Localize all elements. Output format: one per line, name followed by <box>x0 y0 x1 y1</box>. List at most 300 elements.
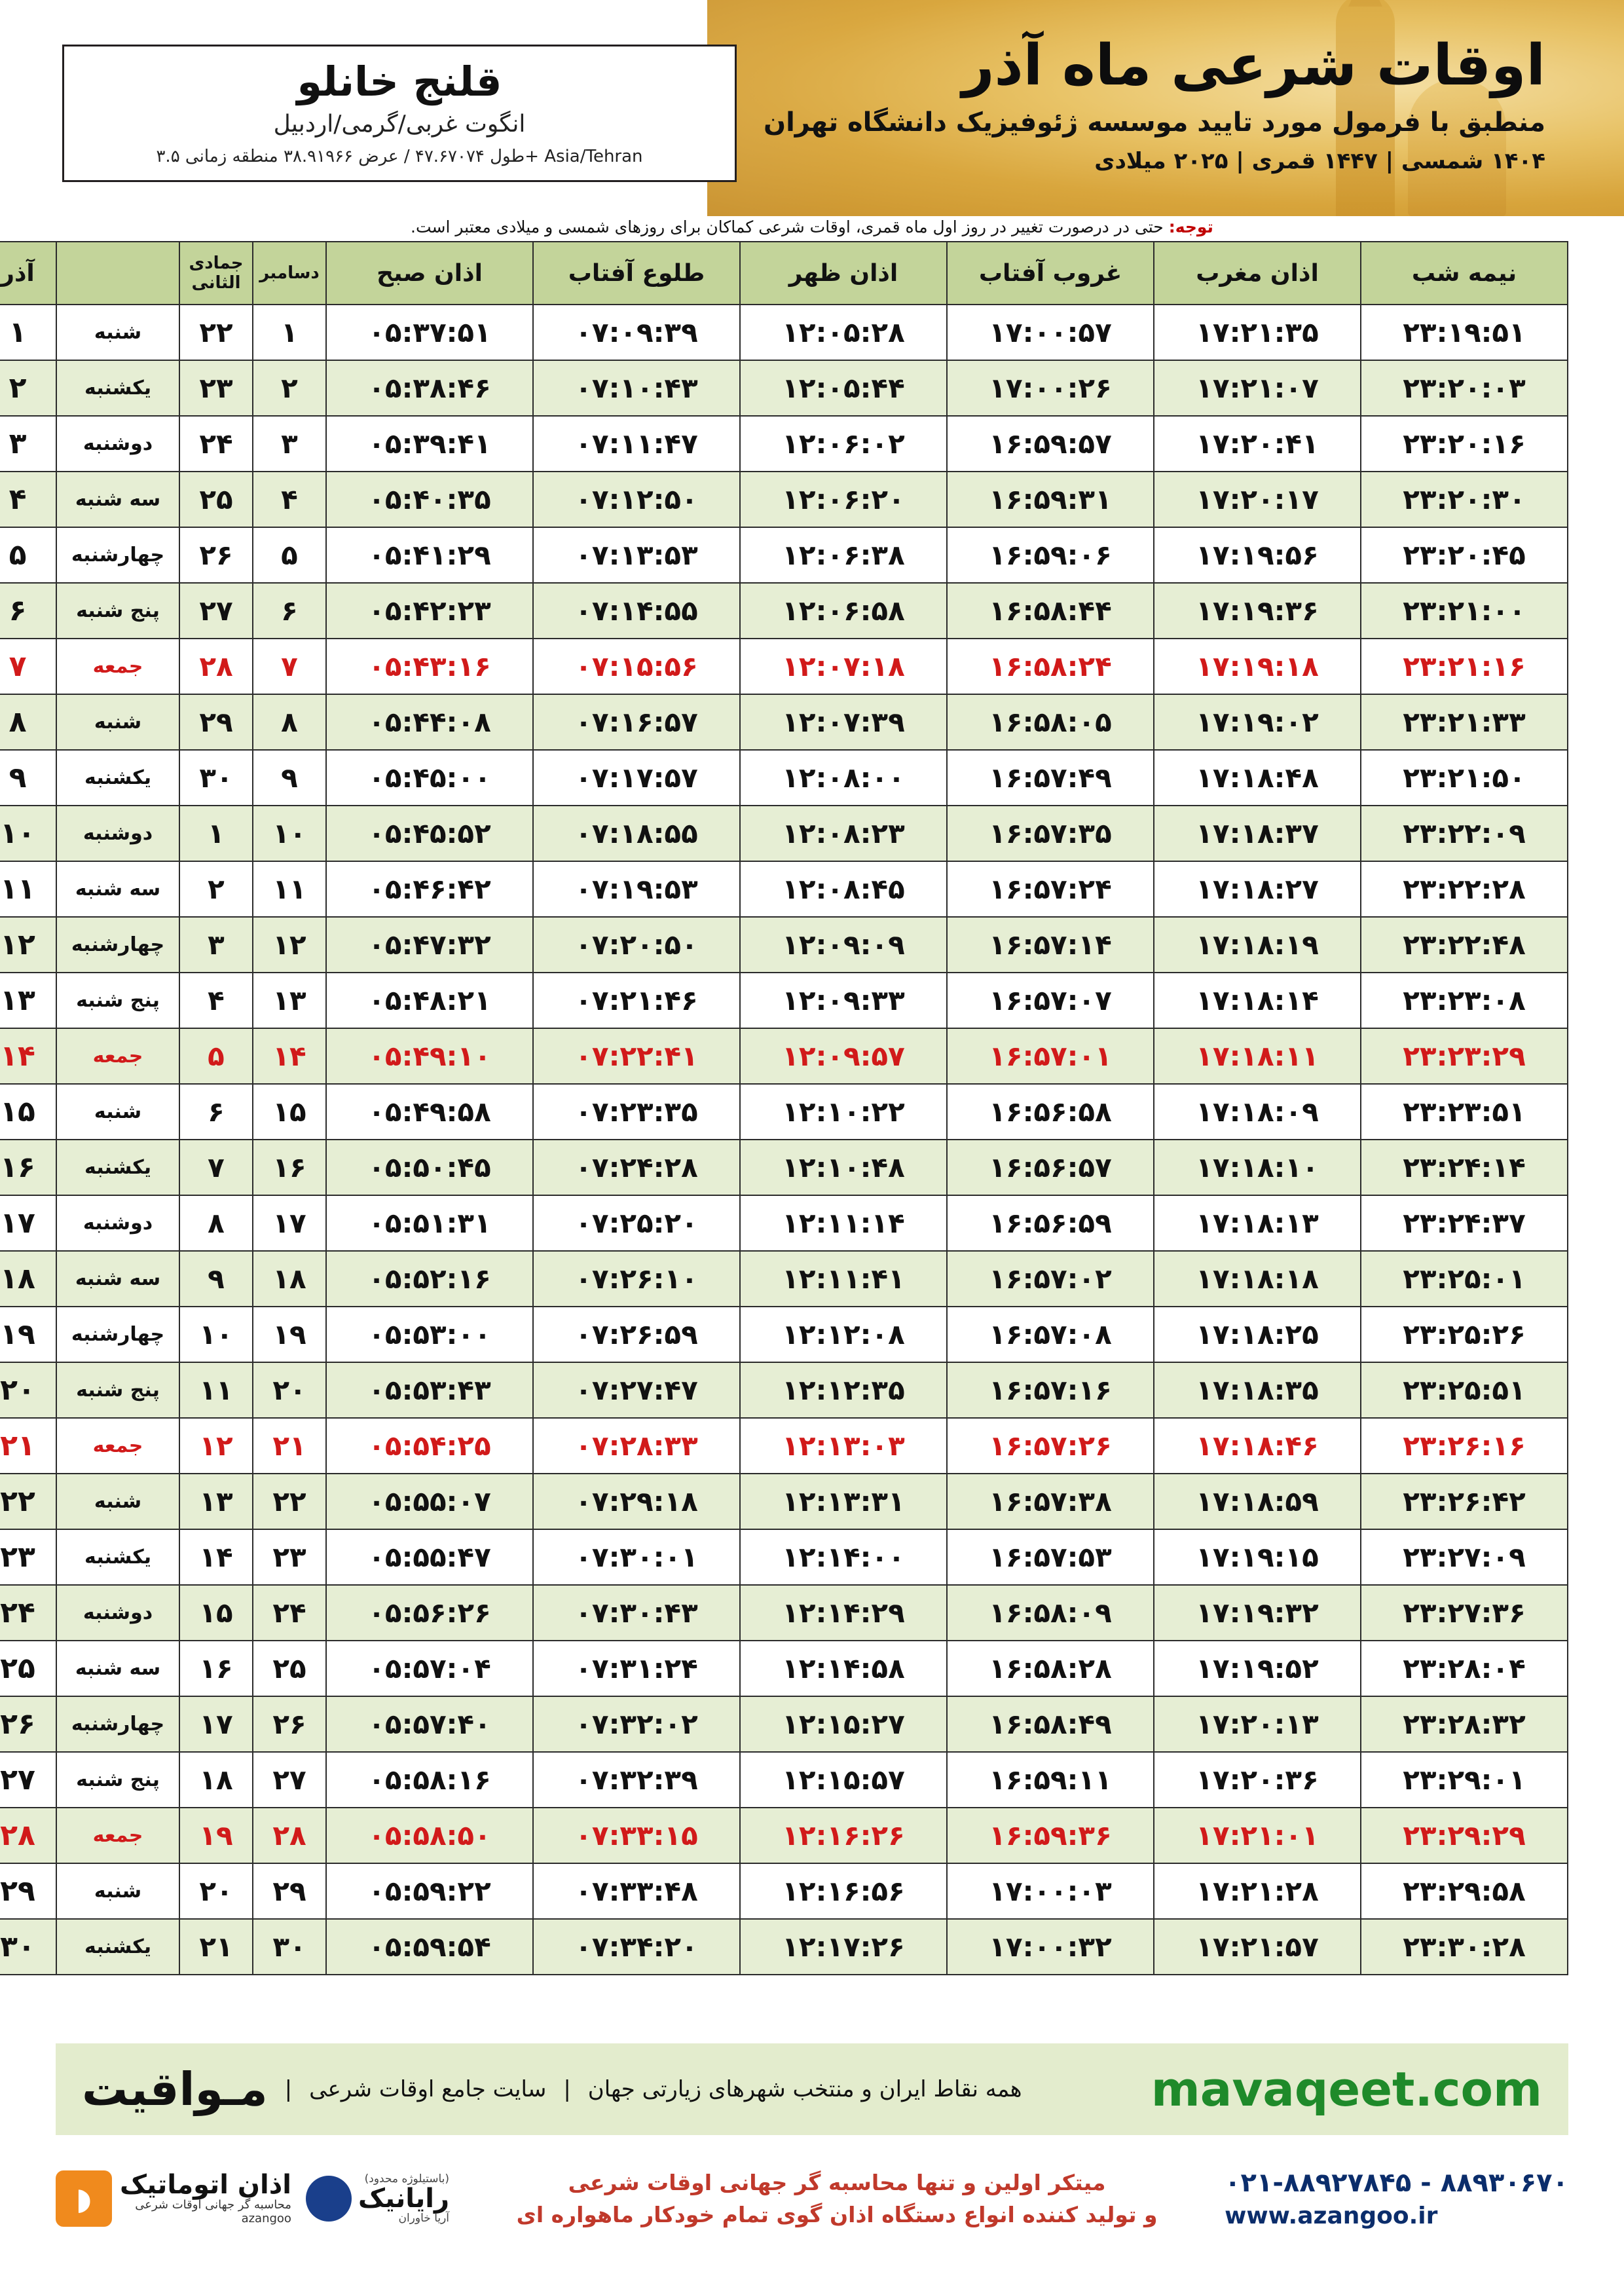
table-row <box>0 1418 1568 1474</box>
midnight-cell: ۲۳:۲۰:۱۶ <box>1361 416 1568 472</box>
maghrib-cell: ۱۷:۱۹:۱۵ <box>1154 1529 1361 1585</box>
azangoo-badge: azangoo <box>241 2212 291 2225</box>
col-fajr: اذان صبح <box>326 242 533 305</box>
col-hijri-november: جمادی الثانی <box>179 242 253 305</box>
calendar-years: ۱۴۰۴ شمسی | ۱۴۴۷ قمری | ۲۰۲۵ میلادی <box>1094 148 1545 174</box>
title-block <box>720 33 1545 174</box>
gregorian-cell: ۱۶ <box>179 1641 253 1696</box>
maghrib-cell: ۱۷:۲۰:۴۱ <box>1154 416 1361 472</box>
weekday-cell: پنج شنبه <box>56 583 179 639</box>
day-index-cell: ۵ <box>0 527 56 583</box>
sunset-cell: ۱۶:۵۹:۰۶ <box>947 527 1154 583</box>
sunset-cell: ۱۶:۵۷:۰۷ <box>947 973 1154 1028</box>
sunrise-cell: ۰۷:۲۹:۱۸ <box>533 1474 740 1529</box>
hijri-cell: ۲۲ <box>253 1474 326 1529</box>
fajr-cell: ۰۵:۴۳:۱۶ <box>326 639 533 694</box>
fajr-cell: ۰۵:۴۱:۲۹ <box>326 527 533 583</box>
maghrib-cell: ۱۷:۲۰:۱۷ <box>1154 472 1361 527</box>
hijri-cell: ۲۳ <box>253 1529 326 1585</box>
table-row <box>0 1585 1568 1641</box>
footer-azangoo-site[interactable]: www.azangoo.ir <box>1225 2202 1438 2229</box>
sunrise-cell: ۰۷:۲۷:۴۷ <box>533 1362 740 1418</box>
table-row <box>0 1307 1568 1362</box>
table-row <box>0 1696 1568 1752</box>
sunset-cell: ۱۶:۵۷:۱۴ <box>947 917 1154 973</box>
midnight-cell: ۲۳:۲۳:۵۱ <box>1361 1084 1568 1140</box>
day-index-cell: ۲ <box>0 360 56 416</box>
weekday-cell: دوشنبه <box>56 1195 179 1251</box>
sunset-cell: ۱۶:۵۷:۳۵ <box>947 806 1154 861</box>
hijri-cell: ۲ <box>253 360 326 416</box>
col-noon: اذان ظهر <box>740 242 947 305</box>
midnight-cell: ۲۳:۲۱:۱۶ <box>1361 639 1568 694</box>
maghrib-cell: ۱۷:۱۸:۴۶ <box>1154 1418 1361 1474</box>
day-index-cell: ۲۲ <box>0 1474 56 1529</box>
gregorian-cell: ۱۳ <box>179 1474 253 1529</box>
maghrib-cell: ۱۷:۱۸:۱۴ <box>1154 973 1361 1028</box>
day-index-cell: ۲۸ <box>0 1808 56 1863</box>
sunrise-cell: ۰۷:۱۱:۴۷ <box>533 416 740 472</box>
sunrise-cell: ۰۷:۱۶:۵۷ <box>533 694 740 750</box>
fajr-cell: ۰۵:۵۴:۲۵ <box>326 1418 533 1474</box>
rayanik-small: (باستیلوژه محدود) <box>364 2172 450 2186</box>
gregorian-cell: ۳۰ <box>179 750 253 806</box>
fajr-cell: ۰۵:۵۵:۴۷ <box>326 1529 533 1585</box>
midnight-cell: ۲۳:۲۴:۳۷ <box>1361 1195 1568 1251</box>
table-row <box>0 1863 1568 1919</box>
fajr-cell: ۰۵:۳۹:۴۱ <box>326 416 533 472</box>
hijri-cell: ۲۹ <box>253 1863 326 1919</box>
weekday-cell: شنبه <box>56 694 179 750</box>
sunrise-cell: ۰۷:۲۱:۴۶ <box>533 973 740 1028</box>
hijri-cell: ۴ <box>253 472 326 527</box>
footer-brand-sep2: | <box>284 2076 293 2102</box>
table-row <box>0 1529 1568 1585</box>
gregorian-cell: ۲۶ <box>179 527 253 583</box>
hijri-cell: ۱۸ <box>253 1251 326 1307</box>
note-text: حتی در درصورت تغییر در روز اول ماه قمری، اوقات شرعی کماکان برای روزهای شمسی و میلادی معتبر است. <box>411 217 1164 236</box>
sunset-cell: ۱۶:۵۶:۵۸ <box>947 1084 1154 1140</box>
maghrib-cell: ۱۷:۱۸:۴۸ <box>1154 750 1361 806</box>
weekday-cell: یکشنبه <box>56 750 179 806</box>
day-index-cell: ۱۰ <box>0 806 56 861</box>
fajr-cell: ۰۵:۴۵:۰۰ <box>326 750 533 806</box>
midnight-cell: ۲۳:۲۶:۱۶ <box>1361 1418 1568 1474</box>
gregorian-cell: ۲۳ <box>179 360 253 416</box>
sunrise-cell: ۰۷:۳۴:۲۰ <box>533 1919 740 1975</box>
maghrib-cell: ۱۷:۱۸:۳۵ <box>1154 1362 1361 1418</box>
gregorian-cell: ۱۴ <box>179 1529 253 1585</box>
day-index-cell: ۱۹ <box>0 1307 56 1362</box>
hijri-cell: ۳ <box>253 416 326 472</box>
gregorian-cell: ۷ <box>179 1140 253 1195</box>
weekday-cell: پنج شنبه <box>56 973 179 1028</box>
page-subtitle: منطبق با فرمول مورد تایید موسسه ژئوفیزیک دانشگاه تهران <box>763 107 1545 138</box>
day-index-cell: ۴ <box>0 472 56 527</box>
noon-cell: ۱۲:۰۶:۳۸ <box>740 527 947 583</box>
day-index-cell: ۳۰ <box>0 1919 56 1975</box>
fajr-cell: ۰۵:۴۸:۲۱ <box>326 973 533 1028</box>
table-row <box>0 472 1568 527</box>
hijri-cell: ۲۵ <box>253 1641 326 1696</box>
midnight-cell: ۲۳:۲۵:۵۱ <box>1361 1362 1568 1418</box>
fajr-cell: ۰۵:۵۲:۱۶ <box>326 1251 533 1307</box>
table-row <box>0 416 1568 472</box>
day-index-cell: ۲۴ <box>0 1585 56 1641</box>
weekday-cell: شنبه <box>56 305 179 360</box>
gregorian-cell: ۲۰ <box>179 1863 253 1919</box>
noon-cell: ۱۲:۰۹:۳۳ <box>740 973 947 1028</box>
weekday-cell: سه شنبه <box>56 1251 179 1307</box>
sunrise-cell: ۰۷:۲۸:۳۳ <box>533 1418 740 1474</box>
day-index-cell: ۱۴ <box>0 1028 56 1084</box>
weekday-cell: جمعه <box>56 1418 179 1474</box>
midnight-cell: ۲۳:۲۲:۲۸ <box>1361 861 1568 917</box>
weekday-cell: سه شنبه <box>56 861 179 917</box>
hijri-cell: ۳۰ <box>253 1919 326 1975</box>
col-sunrise: طلوع آفتاب <box>533 242 740 305</box>
gregorian-cell: ۹ <box>179 1251 253 1307</box>
noon-cell: ۱۲:۱۳:۳۱ <box>740 1474 947 1529</box>
noon-cell: ۱۲:۱۶:۵۶ <box>740 1863 947 1919</box>
sunrise-cell: ۰۷:۱۳:۵۳ <box>533 527 740 583</box>
noon-cell: ۱۲:۱۰:۲۲ <box>740 1084 947 1140</box>
gregorian-cell: ۱۰ <box>179 1307 253 1362</box>
noon-cell: ۱۲:۱۳:۰۳ <box>740 1418 947 1474</box>
midnight-cell: ۲۳:۳۰:۲۸ <box>1361 1919 1568 1975</box>
fajr-cell: ۰۵:۳۸:۴۶ <box>326 360 533 416</box>
day-index-cell: ۱ <box>0 305 56 360</box>
speaker-icon: ◗ <box>56 2170 112 2227</box>
fajr-cell: ۰۵:۴۲:۲۳ <box>326 583 533 639</box>
weekday-cell: چهارشنبه <box>56 917 179 973</box>
footer-brand-desc2: همه نقاط ایران و منتخب شهرهای زیارتی جهان <box>587 2076 1022 2102</box>
sunrise-cell: ۰۷:۱۵:۵۶ <box>533 639 740 694</box>
col-midnight: نیمه شب <box>1361 242 1568 305</box>
weekday-cell: شنبه <box>56 1863 179 1919</box>
gregorian-cell: ۲۸ <box>179 639 253 694</box>
maghrib-cell: ۱۷:۱۸:۲۵ <box>1154 1307 1361 1362</box>
noon-cell: ۱۲:۱۲:۰۸ <box>740 1307 947 1362</box>
footer-brand-sep: | <box>563 2076 571 2102</box>
azangoo-sub: محاسبه گر جهانی اوقات شرعی <box>135 2198 291 2212</box>
maghrib-cell: ۱۷:۲۱:۰۱ <box>1154 1808 1361 1863</box>
hijri-cell: ۱۲ <box>253 917 326 973</box>
maghrib-cell: ۱۷:۲۱:۰۷ <box>1154 360 1361 416</box>
midnight-cell: ۲۳:۲۰:۳۰ <box>1361 472 1568 527</box>
note-line <box>0 217 1624 236</box>
midnight-cell: ۲۳:۲۲:۴۸ <box>1361 917 1568 973</box>
table-row <box>0 1084 1568 1140</box>
noon-cell: ۱۲:۱۵:۲۷ <box>740 1696 947 1752</box>
table-row <box>0 305 1568 360</box>
hijri-cell: ۲۷ <box>253 1752 326 1808</box>
noon-cell: ۱۲:۱۱:۱۴ <box>740 1195 947 1251</box>
sunrise-cell: ۰۷:۳۲:۳۹ <box>533 1752 740 1808</box>
sunset-cell: ۱۶:۵۷:۳۸ <box>947 1474 1154 1529</box>
noon-cell: ۱۲:۰۹:۰۹ <box>740 917 947 973</box>
fajr-cell: ۰۵:۴۹:۱۰ <box>326 1028 533 1084</box>
prayer-times-table <box>0 241 1568 1975</box>
table-row <box>0 917 1568 973</box>
col-weekday <box>56 242 179 305</box>
sunrise-cell: ۰۷:۲۲:۴۱ <box>533 1028 740 1084</box>
sunrise-cell: ۰۷:۳۲:۰۲ <box>533 1696 740 1752</box>
day-index-cell: ۱۳ <box>0 973 56 1028</box>
fajr-cell: ۰۵:۵۷:۴۰ <box>326 1696 533 1752</box>
noon-cell: ۱۲:۱۴:۲۹ <box>740 1585 947 1641</box>
table-row <box>0 1195 1568 1251</box>
midnight-cell: ۲۳:۲۷:۳۶ <box>1361 1585 1568 1641</box>
weekday-cell: چهارشنبه <box>56 527 179 583</box>
hijri-cell: ۲۰ <box>253 1362 326 1418</box>
gregorian-cell: ۴ <box>179 973 253 1028</box>
weekday-cell: چهارشنبه <box>56 1696 179 1752</box>
noon-cell: ۱۲:۰۶:۵۸ <box>740 583 947 639</box>
midnight-cell: ۲۳:۲۷:۰۹ <box>1361 1529 1568 1585</box>
midnight-cell: ۲۳:۲۸:۳۲ <box>1361 1696 1568 1752</box>
location-region: انگوت غربی/گرمی/اردبیل <box>273 111 526 138</box>
gregorian-cell: ۵ <box>179 1028 253 1084</box>
gregorian-cell: ۲۵ <box>179 472 253 527</box>
sunset-cell: ۱۷:۰۰:۰۳ <box>947 1863 1154 1919</box>
maghrib-cell: ۱۷:۱۹:۳۲ <box>1154 1585 1361 1641</box>
hijri-cell: ۸ <box>253 694 326 750</box>
noon-cell: ۱۲:۰۷:۱۸ <box>740 639 947 694</box>
sunset-cell: ۱۶:۵۷:۴۹ <box>947 750 1154 806</box>
noon-cell: ۱۲:۰۵:۴۴ <box>740 360 947 416</box>
hijri-cell: ۲۶ <box>253 1696 326 1752</box>
noon-cell: ۱۲:۰۸:۰۰ <box>740 750 947 806</box>
table-row <box>0 973 1568 1028</box>
day-index-cell: ۲۳ <box>0 1529 56 1585</box>
weekday-cell: سه شنبه <box>56 1641 179 1696</box>
sunset-cell: ۱۶:۵۷:۰۱ <box>947 1028 1154 1084</box>
table-row <box>0 1641 1568 1696</box>
hijri-cell: ۱۱ <box>253 861 326 917</box>
midnight-cell: ۲۳:۲۶:۴۲ <box>1361 1474 1568 1529</box>
midnight-cell: ۲۳:۲۰:۴۵ <box>1361 527 1568 583</box>
weekday-cell: یکشنبه <box>56 360 179 416</box>
sunrise-cell: ۰۷:۱۲:۵۰ <box>533 472 740 527</box>
hijri-cell: ۱۴ <box>253 1028 326 1084</box>
table-row <box>0 583 1568 639</box>
gregorian-cell: ۱۲ <box>179 1418 253 1474</box>
sunrise-cell: ۰۷:۲۰:۵۰ <box>533 917 740 973</box>
noon-cell: ۱۲:۰۸:۲۳ <box>740 806 947 861</box>
footer-website[interactable]: mavaqeet.com <box>1151 2062 1542 2117</box>
weekday-cell: دوشنبه <box>56 806 179 861</box>
weekday-cell: جمعه <box>56 639 179 694</box>
sunrise-cell: ۰۷:۲۶:۵۹ <box>533 1307 740 1362</box>
hijri-cell: ۲۸ <box>253 1808 326 1863</box>
fajr-cell: ۰۵:۴۰:۳۵ <box>326 472 533 527</box>
fajr-cell: ۰۵:۵۰:۴۵ <box>326 1140 533 1195</box>
weekday-cell: سه شنبه <box>56 472 179 527</box>
day-index-cell: ۲۰ <box>0 1362 56 1418</box>
page-title: اوقات شرعی ماه آذر <box>961 33 1545 98</box>
day-index-cell: ۱۲ <box>0 917 56 973</box>
footer-tagline-line2: و تولید کننده انواع دستگاه اذان گوی تمام خودکار ماهواره ای <box>516 2202 1158 2227</box>
hijri-cell: ۱۳ <box>253 973 326 1028</box>
hijri-cell: ۱ <box>253 305 326 360</box>
hijri-cell: ۱۵ <box>253 1084 326 1140</box>
col-december: دسامبر <box>253 242 326 305</box>
sunset-cell: ۱۶:۵۷:۰۲ <box>947 1251 1154 1307</box>
col-maghrib: اذان مغرب <box>1154 242 1361 305</box>
rayanik-logo <box>306 2172 449 2225</box>
maghrib-cell: ۱۷:۲۱:۲۸ <box>1154 1863 1361 1919</box>
gregorian-cell: ۸ <box>179 1195 253 1251</box>
table-row <box>0 639 1568 694</box>
weekday-cell: شنبه <box>56 1474 179 1529</box>
noon-cell: ۱۲:۱۶:۲۶ <box>740 1808 947 1863</box>
footer-brand-name: مـواقیت <box>82 2062 268 2116</box>
sunset-cell: ۱۶:۵۶:۵۷ <box>947 1140 1154 1195</box>
fajr-cell: ۰۵:۴۴:۰۸ <box>326 694 533 750</box>
midnight-cell: ۲۳:۲۱:۰۰ <box>1361 583 1568 639</box>
sunset-cell: ۱۶:۵۶:۵۹ <box>947 1195 1154 1251</box>
maghrib-cell: ۱۷:۱۹:۱۸ <box>1154 639 1361 694</box>
table-row <box>0 1919 1568 1975</box>
gregorian-cell: ۲۹ <box>179 694 253 750</box>
table-header <box>0 242 1568 305</box>
noon-cell: ۱۲:۰۹:۵۷ <box>740 1028 947 1084</box>
noon-cell: ۱۲:۱۷:۲۶ <box>740 1919 947 1975</box>
location-city: قلنج خانلو <box>297 57 502 105</box>
maghrib-cell: ۱۷:۱۸:۵۹ <box>1154 1474 1361 1529</box>
sunset-cell: ۱۶:۵۷:۵۳ <box>947 1529 1154 1585</box>
hijri-cell: ۷ <box>253 639 326 694</box>
gregorian-cell: ۳ <box>179 917 253 973</box>
midnight-cell: ۲۳:۲۹:۲۹ <box>1361 1808 1568 1863</box>
fajr-cell: ۰۵:۴۷:۳۲ <box>326 917 533 973</box>
noon-cell: ۱۲:۱۲:۳۵ <box>740 1362 947 1418</box>
gregorian-cell: ۲۴ <box>179 416 253 472</box>
fajr-cell: ۰۵:۳۷:۵۱ <box>326 305 533 360</box>
rayanik-mark-icon <box>306 2176 352 2222</box>
sunrise-cell: ۰۷:۱۷:۵۷ <box>533 750 740 806</box>
footer-tagline-line1: میتکر اولین و تنها محاسبه گر جهانی اوقات شرعی <box>568 2169 1106 2195</box>
day-index-cell: ۲۷ <box>0 1752 56 1808</box>
weekday-cell: شنبه <box>56 1084 179 1140</box>
day-index-cell: ۱۶ <box>0 1140 56 1195</box>
gregorian-cell: ۶ <box>179 1084 253 1140</box>
fajr-cell: ۰۵:۵۹:۵۴ <box>326 1919 533 1975</box>
sunset-cell: ۱۶:۵۸:۰۹ <box>947 1585 1154 1641</box>
footer-contact <box>1225 2165 1568 2233</box>
footer-bottom <box>56 2149 1568 2248</box>
table-row <box>0 1028 1568 1084</box>
footer-logos <box>56 2170 449 2227</box>
weekday-cell: دوشنبه <box>56 416 179 472</box>
hijri-cell: ۹ <box>253 750 326 806</box>
maghrib-cell: ۱۷:۱۸:۱۳ <box>1154 1195 1361 1251</box>
maghrib-cell: ۱۷:۲۱:۵۷ <box>1154 1919 1361 1975</box>
sunrise-cell: ۰۷:۲۴:۲۸ <box>533 1140 740 1195</box>
sunrise-cell: ۰۷:۲۶:۱۰ <box>533 1251 740 1307</box>
hijri-cell: ۶ <box>253 583 326 639</box>
maghrib-cell: ۱۷:۱۸:۰۹ <box>1154 1084 1361 1140</box>
gregorian-cell: ۱۷ <box>179 1696 253 1752</box>
maghrib-cell: ۱۷:۲۰:۳۶ <box>1154 1752 1361 1808</box>
sunset-cell: ۱۶:۵۹:۱۱ <box>947 1752 1154 1808</box>
weekday-cell: جمعه <box>56 1808 179 1863</box>
sunrise-cell: ۰۷:۳۱:۲۴ <box>533 1641 740 1696</box>
sunset-cell: ۱۶:۵۸:۴۹ <box>947 1696 1154 1752</box>
table-row <box>0 1362 1568 1418</box>
footer-brand-desc: سایت جامع اوقات شرعی <box>309 2076 547 2102</box>
gregorian-cell: ۱ <box>179 806 253 861</box>
sunrise-cell: ۰۷:۲۳:۳۵ <box>533 1084 740 1140</box>
noon-cell: ۱۲:۱۰:۴۸ <box>740 1140 947 1195</box>
noon-cell: ۱۲:۰۶:۰۲ <box>740 416 947 472</box>
maghrib-cell: ۱۷:۱۸:۱۹ <box>1154 917 1361 973</box>
day-index-cell: ۱۵ <box>0 1084 56 1140</box>
rayanik-name: رایانیک <box>358 2184 450 2214</box>
fajr-cell: ۰۵:۵۷:۰۴ <box>326 1641 533 1696</box>
sunset-cell: ۱۶:۵۷:۲۴ <box>947 861 1154 917</box>
midnight-cell: ۲۳:۲۵:۰۱ <box>1361 1251 1568 1307</box>
midnight-cell: ۲۳:۲۸:۰۴ <box>1361 1641 1568 1696</box>
fajr-cell: ۰۵:۵۵:۰۷ <box>326 1474 533 1529</box>
hijri-cell: ۲۴ <box>253 1585 326 1641</box>
midnight-cell: ۲۳:۲۵:۲۶ <box>1361 1307 1568 1362</box>
azangoo-name: اذان اتوماتیک <box>120 2170 291 2200</box>
hijri-cell: ۱۷ <box>253 1195 326 1251</box>
sunset-cell: ۱۶:۵۹:۳۱ <box>947 472 1154 527</box>
note-label: توجه: <box>1168 217 1213 236</box>
noon-cell: ۱۲:۰۸:۴۵ <box>740 861 947 917</box>
noon-cell: ۱۲:۰۵:۲۸ <box>740 305 947 360</box>
gregorian-cell: ۲۱ <box>179 1919 253 1975</box>
maghrib-cell: ۱۷:۱۸:۲۷ <box>1154 861 1361 917</box>
midnight-cell: ۲۳:۲۹:۵۸ <box>1361 1863 1568 1919</box>
midnight-cell: ۲۳:۱۹:۵۱ <box>1361 305 1568 360</box>
gregorian-cell: ۱۱ <box>179 1362 253 1418</box>
maghrib-cell: ۱۷:۲۰:۱۳ <box>1154 1696 1361 1752</box>
maghrib-cell: ۱۷:۱۹:۳۶ <box>1154 583 1361 639</box>
sunrise-cell: ۰۷:۳۳:۴۸ <box>533 1863 740 1919</box>
hijri-cell: ۱۰ <box>253 806 326 861</box>
col-sunset: غروب آفتاب <box>947 242 1154 305</box>
sunset-cell: ۱۷:۰۰:۲۶ <box>947 360 1154 416</box>
prayer-times-table-wrapper <box>0 241 1568 1975</box>
maghrib-cell: ۱۷:۱۹:۵۶ <box>1154 527 1361 583</box>
sunset-cell: ۱۶:۵۹:۵۷ <box>947 416 1154 472</box>
gregorian-cell: ۲ <box>179 861 253 917</box>
day-index-cell: ۲۵ <box>0 1641 56 1696</box>
maghrib-cell: ۱۷:۱۹:۰۲ <box>1154 694 1361 750</box>
midnight-cell: ۲۳:۲۲:۰۹ <box>1361 806 1568 861</box>
day-index-cell: ۳ <box>0 416 56 472</box>
hijri-cell: ۲۱ <box>253 1418 326 1474</box>
gregorian-cell: ۲۲ <box>179 305 253 360</box>
col-azar: آذر <box>0 242 56 305</box>
sunrise-cell: ۰۷:۱۰:۴۳ <box>533 360 740 416</box>
hijri-cell: ۱۹ <box>253 1307 326 1362</box>
midnight-cell: ۲۳:۲۳:۲۹ <box>1361 1028 1568 1084</box>
midnight-cell: ۲۳:۲۱:۳۳ <box>1361 694 1568 750</box>
sunset-cell: ۱۶:۵۷:۰۸ <box>947 1307 1154 1362</box>
fajr-cell: ۰۵:۵۳:۰۰ <box>326 1307 533 1362</box>
sunrise-cell: ۰۷:۱۹:۵۳ <box>533 861 740 917</box>
page-header <box>0 0 1624 216</box>
noon-cell: ۱۲:۱۱:۴۱ <box>740 1251 947 1307</box>
table-row <box>0 1752 1568 1808</box>
gregorian-cell: ۱۵ <box>179 1585 253 1641</box>
sunrise-cell: ۰۷:۳۰:۰۱ <box>533 1529 740 1585</box>
